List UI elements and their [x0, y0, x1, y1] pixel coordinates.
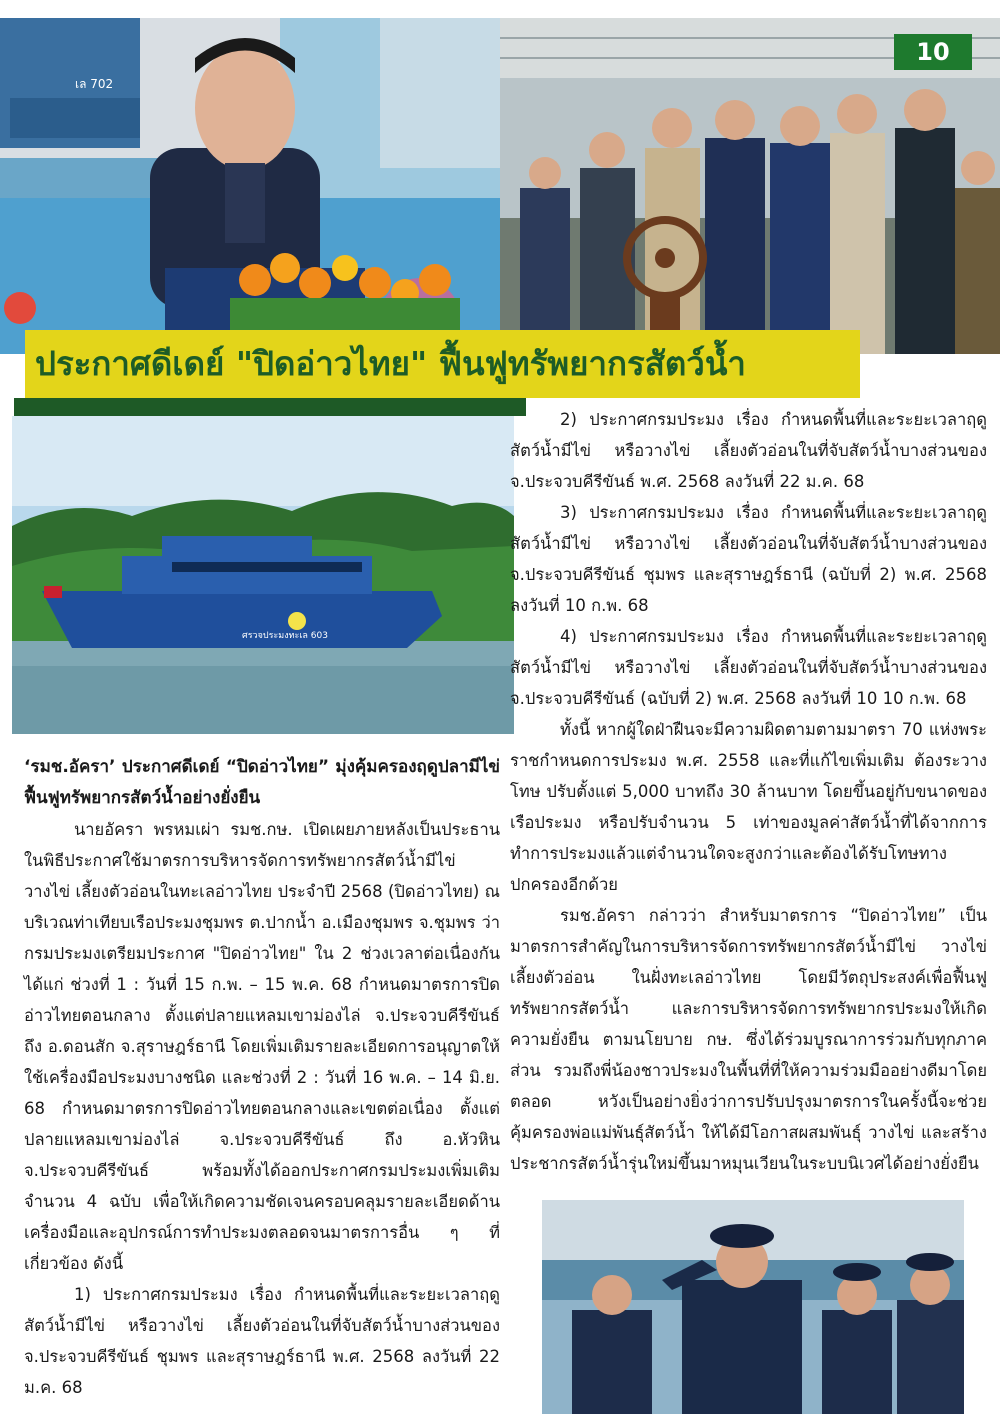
headline-underbar	[14, 398, 526, 416]
body-paragraph: 3) ประกาศกรมประมง เรื่อง กำหนดพื้นที่และระยะเวลาฤดูสัตว์น้ำมีไข่ หรือวางไข่ เลี้ยงตัวอ่อนในที่จับสัตว์น้ำบางส่วนของ จ.ประจวบคีรีขันธ์ ชุมพร และสุราษฎร์ธานี (ฉบับที่ 2) พ.ศ. 2568 ลงวันที่ 10 ก.พ. 68	[510, 503, 987, 615]
headline: ประกาศดีเดย์ "ปิดอ่าวไทย" ฟื้นฟูทรัพยากรสัตว์น้ำ	[35, 344, 746, 383]
right-column	[510, 404, 987, 1179]
left-column	[24, 752, 500, 1403]
banner-number-text: เล 702	[75, 77, 114, 91]
body-paragraph: ทั้งนี้ หากผู้ใดฝ่าฝืนจะมีความผิดตามตามมาตรา 70 แห่งพระราชกำหนดการประมง พ.ศ. 2558 และที่แก้ไขเพิ่มเติม ต้องระวางโทษ ปรับตั้งแต่ 5,000 บาทถึง 30 ล้านบาท โดยขึ้นอยู่กับขนาดของเรือประมง หรือปรับจำนวน 5 เท่าของมูลค่าสัตว์น้ำที่ได้จากการทำการประมงแล้วแต่จำนวนใดจะสูงกว่าและต้องได้รับโทษทางปกครองอีกด้วย	[510, 720, 987, 894]
body-paragraph: นายอัครา พรหมเผ่า รมช.กษ. เปิดเผยภายหลังเป็นประธานในพิธีประกาศใช้มาตรการบริหารจัดการทรัพยากรสัตว์น้ำมีไข่ วางไข่ เลี้ยงตัวอ่อนในทะเลอ่าวไทย ประจำปี 2568 (ปิดอ่าวไทย) ณ บริเวณท่าเทียบเรือประมงชุมพร ต.ปากน้ำ อ.เมืองชุมพร จ.ชุมพร ว่า กรมประมงเตรียมประกาศ "ปิดอ่าวไทย" ใน 2 ช่วงเวลาต่อเนื่องกัน ได้แก่ ช่วงที่ 1 : วันที่ 15 ก.พ. – 15 พ.ค. 68 กำหนดมาตรการปิดอ่าวไทยตอนกลาง ตั้งแต่ปลายแหลมเขาม่องไล่ จ.ประจวบคีรีขันธ์ ถึง อ.ดอนสัก จ.สุราษฎร์ธานี โดยเพิ่มเติมรายละเอียดการอนุญาตให้ใช้เครื่องมือประมงบางชนิด และช่วงที่ 2 : วันที่ 16 พ.ค. – 14 มิ.ย. 68 กำหนดมาตรการปิดอ่าวไทยตอนกลางและเขตต่อเนื่อง ตั้งแต่ปลายแหลมเขาม่องไล่ จ.ประจวบคีรีขันธ์ ถึง อ.หัวหิน จ.ประจวบคีรีขันธ์ พร้อมทั้งได้ออกประกาศกรมประมงเพิ่มเติม จำนวน 4 ฉบับ เพื่อให้เกิดความชัดเจนครอบคลุมรายละเอียดด้านเครื่องมือและอุปกรณ์การทำประมงตลอดจนมาตรการอื่น ๆ ที่เกี่ยวข้อง ดังนี้	[24, 820, 500, 1273]
photo-speaker-podium	[0, 18, 500, 354]
body-paragraph: 1) ประกาศกรมประมง เรื่อง กำหนดพื้นที่และระยะเวลาฤดูสัตว์น้ำมีไข่ หรือวางไข่ เลี้ยงตัวอ่อนในที่จับสัตว์น้ำบางส่วนของ จ.ประจวบคีรีขันธ์ ชุมพร และสุราษฎร์ธานี พ.ศ. 2568 ลงวันที่ 22 ม.ค. 68	[24, 1285, 500, 1397]
body-paragraph: รมช.อัครา กล่าวว่า สำหรับมาตรการ “ปิดอ่าวไทย” เป็นมาตรการสำคัญในการบริหารจัดการทรัพยากรสัตว์น้ำมีไข่ วางไข่ เลี้ยงตัวอ่อน ในฝั่งทะเลอ่าวไทย โดยมีวัตถุประสงค์เพื่อฟื้นฟูทรัพยากรสัตว์น้ำ และการบริหารจัดการทรัพยากรประมงให้เกิดความยั่งยืน ตามนโยบาย กษ. ซึ่งได้ร่วมบูรณาการร่วมกับทุกภาคส่วน รวมถึงพี่น้องชาวประมงในพื้นที่ที่ให้ความร่วมมืออย่างดีมาโดยตลอด หวังเป็นอย่างยิ่งว่าการปรับปรุงมาตรการในครั้งนี้จะช่วยคุ้มครองพ่อแม่พันธุ์สัตว์น้ำ ให้ได้มีโอกาสผสมพันธุ์ วางไข่ และสร้างประชากรสัตว์น้ำรุ่นใหม่ขึ้นมาหมุนเวียนในระบบนิเวศได้อย่างยั่งยืน	[510, 906, 987, 1173]
photo-officers-saluting	[542, 1200, 964, 1414]
body-paragraph: 4) ประกาศกรมประมง เรื่อง กำหนดพื้นที่และระยะเวลาฤดูสัตว์น้ำมีไข่ หรือวางไข่ เลี้ยงตัวอ่อนในที่จับสัตว์น้ำบางส่วนของ จ.ประจวบคีรีขันธ์ (ฉบับที่ 2) พ.ศ. 2568 ลงวันที่ 10 10 ก.พ. 68	[510, 627, 987, 708]
photo-patrol-boat	[12, 416, 514, 734]
body-paragraph: 2) ประกาศกรมประมง เรื่อง กำหนดพื้นที่และระยะเวลาฤดูสัตว์น้ำมีไข่ หรือวางไข่ เลี้ยงตัวอ่อนในที่จับสัตว์น้ำบางส่วนของ จ.ประจวบคีรีขันธ์ พ.ศ. 2568 ลงวันที่ 22 ม.ค. 68	[510, 410, 987, 491]
boat-label-text: ศรวจประมงทะเล 603	[242, 631, 328, 641]
lead-paragraph: ‘รมช.อัครา’ ประกาศดีเดย์ “ปิดอ่าวไทย” มุ่งคุ้มครองฤดูปลามีไข่ ฟื้นฟูทรัพยากรสัตว์น้ำอย่างยั่งยืน	[24, 757, 500, 808]
page-number: 10	[894, 34, 972, 70]
